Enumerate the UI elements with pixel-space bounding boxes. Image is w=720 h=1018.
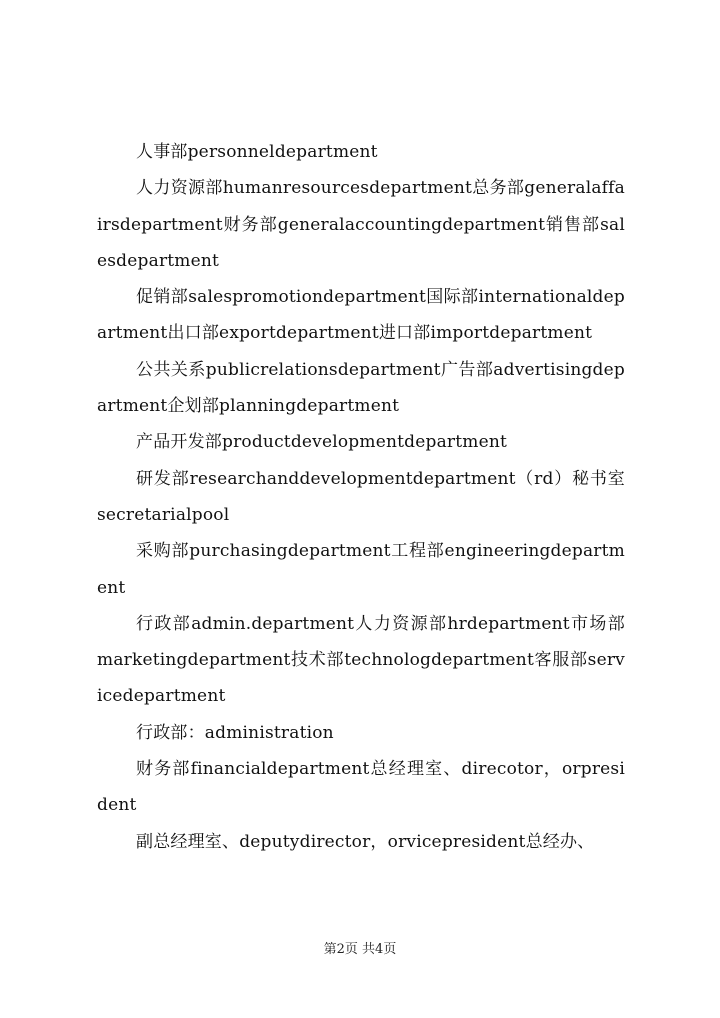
paragraph-purchasing-engineering: 采购部purchasingdepartment工程部engineeringdepartment xyxy=(97,541,625,598)
paragraph-financial-director: 财务部financialdepartment总经理室、direcotor，orpresident xyxy=(97,759,625,816)
paragraph-admin-hr-marketing-tech-service: 行政部admin.department人力资源部hrdepartment市场部marketingdepartment技术部technologdepartment客服部servicedepartment xyxy=(97,613,625,707)
page-number-footer: 第2页 共4页 xyxy=(323,942,397,957)
paragraph-promotion-international-export-import: 促销部salespromotiondepartment国际部internationaldepartment出口部exportdepartment进口部importdepartment xyxy=(97,287,625,344)
paragraph-deputy-director: 副总经理室、deputydirector，orvicepresident总经办、 xyxy=(136,831,595,852)
paragraph-product-development: 产品开发部productdevelopmentdepartment xyxy=(136,432,508,453)
paragraph-hr-general-accounting-sales: 人力资源部humanresourcesdepartment总务部generalaffairsdepartment财务部generalaccountingdepartment销售部salesdepartment xyxy=(97,178,625,271)
document-body xyxy=(97,134,625,860)
paragraph-administration: 行政部：administration xyxy=(136,722,334,743)
paragraph-rd-secretarial: 研发部researchanddevelopmentdepartment（rd）秘书室secretarialpool xyxy=(97,468,625,525)
paragraph-personnel: 人事部personneldepartment xyxy=(136,142,378,162)
paragraph-public-relations-advertising-planning: 公共关系publicrelationsdepartment广告部advertisingdepartment企划部planningdepartment xyxy=(97,359,625,417)
